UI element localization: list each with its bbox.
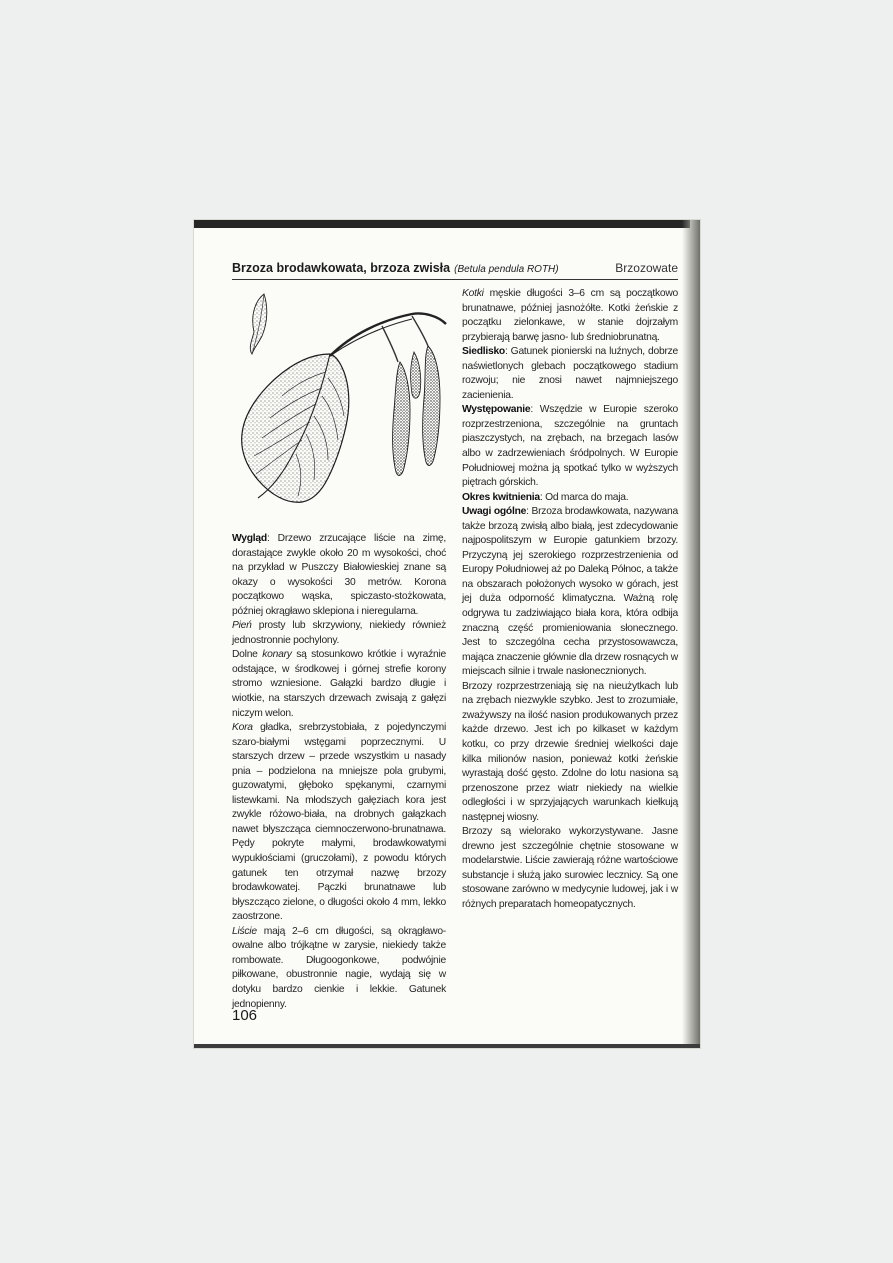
lead-kora: Kora	[232, 722, 253, 734]
text-wystepowanie: : Wszędzie w Europie szeroko rozprzestrzeniona, szczególnie na gruntach piaszczystych, na zrębach, na brzegach lasów albo w zadrzewieniach śródpolnych. W Europie Południowej można ją spotkać tylko w wyższych piętrach górskich.	[462, 404, 678, 489]
paragraph-pien	[232, 619, 446, 648]
lead-uwagi-ogolne: Uwagi ogólne	[462, 506, 527, 518]
scan-binding-shadow	[682, 220, 700, 1048]
text-konary: są stosunkowo krótkie i wyraźnie odstające, w środkowej i górnej strefie korony stromo wzniesione. Gałązki bardzo długie i wiotkie, na starszych drzewach zwisają z gałęzi niczym welon.	[232, 649, 446, 719]
paragraph-liscie	[232, 925, 446, 1012]
text-wyglad: : Drzewo zrzucające liście na zimę, dorastające zwykle około 20 m wysokości, choć na przykład w Puszczy Białowieskiej znane są okazy o wysokości 30 metrów. Korona początkowo wąska, spiczasto-stożkowata, później okrągławo sklepiona i nieregularna.	[232, 533, 446, 617]
birch-leaf-illustration	[232, 292, 456, 512]
family-name: Brzozowate	[615, 261, 678, 275]
page-header	[232, 261, 678, 280]
lead-wystepowanie: Występowanie	[462, 404, 531, 416]
lead-pien: Pień	[232, 620, 252, 632]
paragraph-uwagi-ogolne	[462, 505, 678, 680]
text-kora: gładka, srebrzystobiała, z pojedynczymi szaro-białymi wstęgami poprzecznymi. U starszych drzew – przede wszystkim u nasady pnia – podzielona na mniejsze pola grubymi, guzowatymi, głęboko spękanymi, czarnymi listewkami. Na młodszych gałęziach kora jest zwykle różowo-biała, na drobnych gałązkach nawet błyszcząca ciemnoczerwono-brunatnawa. Pędy pokryte małymi, brodawkowatymi wypukłościami (gruczołami), z powodu których gatunek ten otrzymał nazwę brzozy brodawkowatej. Pączki brunatnawe lub błyszcząco zielone, o długości około 4 mm, lekko zaostrzone.	[232, 722, 446, 923]
text-liscie: mają 2–6 cm długości, są okrągławo-owalne albo trójkątne w zarysie, niekiedy także rombowate. Długoogonkowe, podwójnie piłkowane, obustronnie nagie, wydają się w dotyku bardzo cienkie i lekkie. Gatunek jednopienny.	[232, 925, 446, 1010]
paragraph-konary	[232, 648, 446, 721]
paragraph-kotki	[462, 287, 678, 345]
paragraph-rozprzestrzenianie	[462, 680, 678, 825]
paragraph-wystepowanie	[462, 403, 678, 490]
text-pien: prosty lub skrzywiony, niekiedy również jednostronnie pochylony.	[232, 620, 446, 646]
latin-name: (Betula pendula ROTH)	[454, 264, 559, 275]
text-okres-kwitnienia: : Od marca do maja.	[539, 491, 629, 503]
text-wykorzystanie: Brzozy są wielorako wykorzystywane. Jasne drewno jest szczególnie chętnie stosowane w modelarstwie. Liście zawierają różne wartościowe substancje i służą jako surowiec lecznicy. Są one stosowane zarówno w medycynie ludowej, jak i w różnych preparatach homeopatycznych.	[462, 826, 678, 910]
page-number: 106	[232, 1007, 258, 1024]
text-konary-before: Dolne	[232, 649, 263, 661]
lead-konary: konary	[262, 649, 292, 661]
text-kotki: męskie długości 3–6 cm są początkowo brunatnawe, później jasnożółte. Kotki żeńskie z początku zielonkawe, w stanie dojrzałym przybierają barwę jasno- lub średniobrunatną.	[462, 288, 678, 343]
text-siedlisko: : Gatunek pionierski na luźnych, dobrze naświetlonych glebach początkowego stadium rozwoju; nie znosi nawet najmniejszego zacienienia.	[462, 346, 678, 401]
paragraph-siedlisko	[462, 345, 678, 403]
lead-wyglad: Wygląd	[232, 533, 267, 544]
paragraph-kora	[232, 721, 446, 925]
paragraph-okres-kwitnienia	[462, 491, 678, 506]
text-rozprzestrzenianie: Brzozy rozprzestrzeniają się na nieużytkach lub na zrębach niezwykle szybko. Jest to zrozumiałe, zważywszy na ilość nasion produkowanych przez każde drzewo. Jest ich po kilkaset w każdym kotku, co przy drzewie średniej wielkości daje kilka milionów nasion, ponieważ kotki żeńskie wyrastają dość gęsto. Zdolne do lotu nasiona są przenoszone przez wiatr niekiedy na wielkie odległości i w sprzyjających warunkach kiełkują następnej wiosny.	[462, 680, 678, 823]
scanned-page	[194, 220, 700, 1048]
lead-siedlisko: Siedlisko	[462, 346, 505, 358]
species-title: Brzoza brodawkowata, brzoza zwisła	[232, 261, 451, 275]
left-column	[232, 532, 446, 1012]
lead-kotki: Kotki	[462, 288, 484, 299]
paragraph-wyglad	[232, 532, 446, 619]
scan-top-edge	[194, 220, 690, 228]
paragraph-wykorzystanie	[462, 825, 678, 912]
right-column	[462, 287, 678, 913]
scan-bottom-edge	[194, 1044, 700, 1048]
lead-okres-kwitnienia: Okres kwitnienia	[462, 491, 540, 503]
lead-liscie: Liście	[232, 925, 257, 937]
text-uwagi-ogolne: : Brzoza brodawkowata, nazywana także brzozą zwisłą albo białą, jest zdecydowanie najpospolitszym w Europie gatunkiem brzozy. Przyczyną jej szerokiego rozprzestrzenienia od Europy Południowej aż po Daleką Północ, a także na obszarach położonych wysoko w górach, jest jej duża odporność klimatyczna. Ważną rolę odgrywa tu zadziwiająco biała kora, która odbija znaczną część promieniowania słonecznego. Jest to szczególna cecha przystosowawcza, mająca znaczenie głównie dla drzew rosnących w miejscach silnie i trwale nasłonecznionych.	[462, 506, 678, 678]
